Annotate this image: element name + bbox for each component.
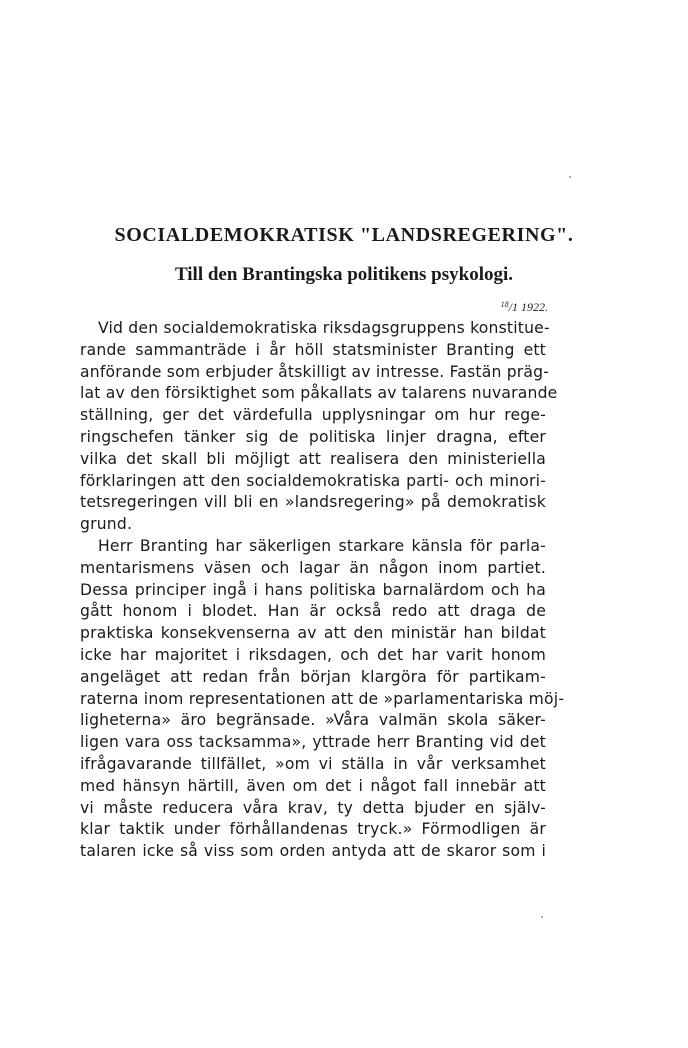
article-subtitle: Till den Brantingska politikens psykologi. — [174, 264, 514, 285]
text-line: icke har majoritet i riksdagen, och det har varit honom — [80, 645, 546, 664]
text-line: angeläget att redan från början klargöra för partikam- — [80, 667, 546, 686]
text-line: ligen vara oss tacksamma», yttrade herr Branting vid det — [80, 733, 546, 752]
text-line: praktiska konsekvenserna av att den ministär han bildat — [80, 624, 546, 643]
date-rest: /1 1922. — [508, 300, 548, 314]
text-line: Dessa principer ingå i hans politiska barnalärdom och ha — [80, 580, 546, 599]
article-date — [501, 300, 548, 315]
text-line: tetsregeringen vill bli en »landsregering» på demokratisk — [80, 493, 546, 512]
text-line: vilka det skall bli möjligt att realisera den ministeriella — [80, 449, 546, 468]
scan-speck — [569, 176, 571, 178]
text-line: Herr Branting har säkerligen starkare känsla för parla- — [98, 536, 546, 555]
text-line: vi måste reducera våra krav, ty detta bjuder en själv- — [80, 798, 546, 817]
text-line: rande sammanträde i år höll statsminister Branting ett — [80, 340, 546, 359]
text-line: grund. — [80, 515, 133, 534]
text-line: talaren icke så viss som orden antyda att de skaror som i — [80, 842, 546, 861]
text-line: raterna inom representationen att de »parlamentariska möj- — [80, 689, 565, 708]
text-line: ringschefen tänker sig de politiska linjer dragna, efter — [80, 427, 546, 446]
text-line: lat av den försiktighet som påkallats av talarens nuvarande — [80, 384, 558, 403]
text-line: förklaringen att den socialdemokratiska parti- och minori- — [80, 471, 546, 490]
text-line: ifrågavarande tillfället, »om vi ställa in vår verksamhet — [80, 754, 546, 773]
text-line: gått honom i blodet. Han är också redo att draga de — [80, 602, 546, 621]
text-line: klar taktik under förhållandenas tryck.» Förmodligen är — [80, 820, 546, 839]
text-line: ställning, ger det värdefulla upplysningar om hur rege- — [80, 406, 546, 425]
article-title: SOCIALDEMOKRATISK "LANDSREGERING". — [114, 224, 574, 246]
text-line: mentarismens väsen och lagar än någon inom partiet. — [80, 558, 546, 577]
scan-speck — [541, 916, 543, 918]
text-line: med hänsyn härtill, även om det i något fall innebär att — [80, 776, 546, 795]
text-line: Vid den socialdemokratiska riksdagsgruppens konstitue- — [98, 319, 550, 337]
article-body — [80, 318, 565, 863]
text-line: anförande som erbjuder åtskilligt av intresse. Fastän präg- — [80, 362, 550, 381]
text-line: ligheterna» äro begränsade. »Våra valmän skola säker- — [80, 711, 546, 730]
date-day: 18 — [500, 300, 509, 309]
